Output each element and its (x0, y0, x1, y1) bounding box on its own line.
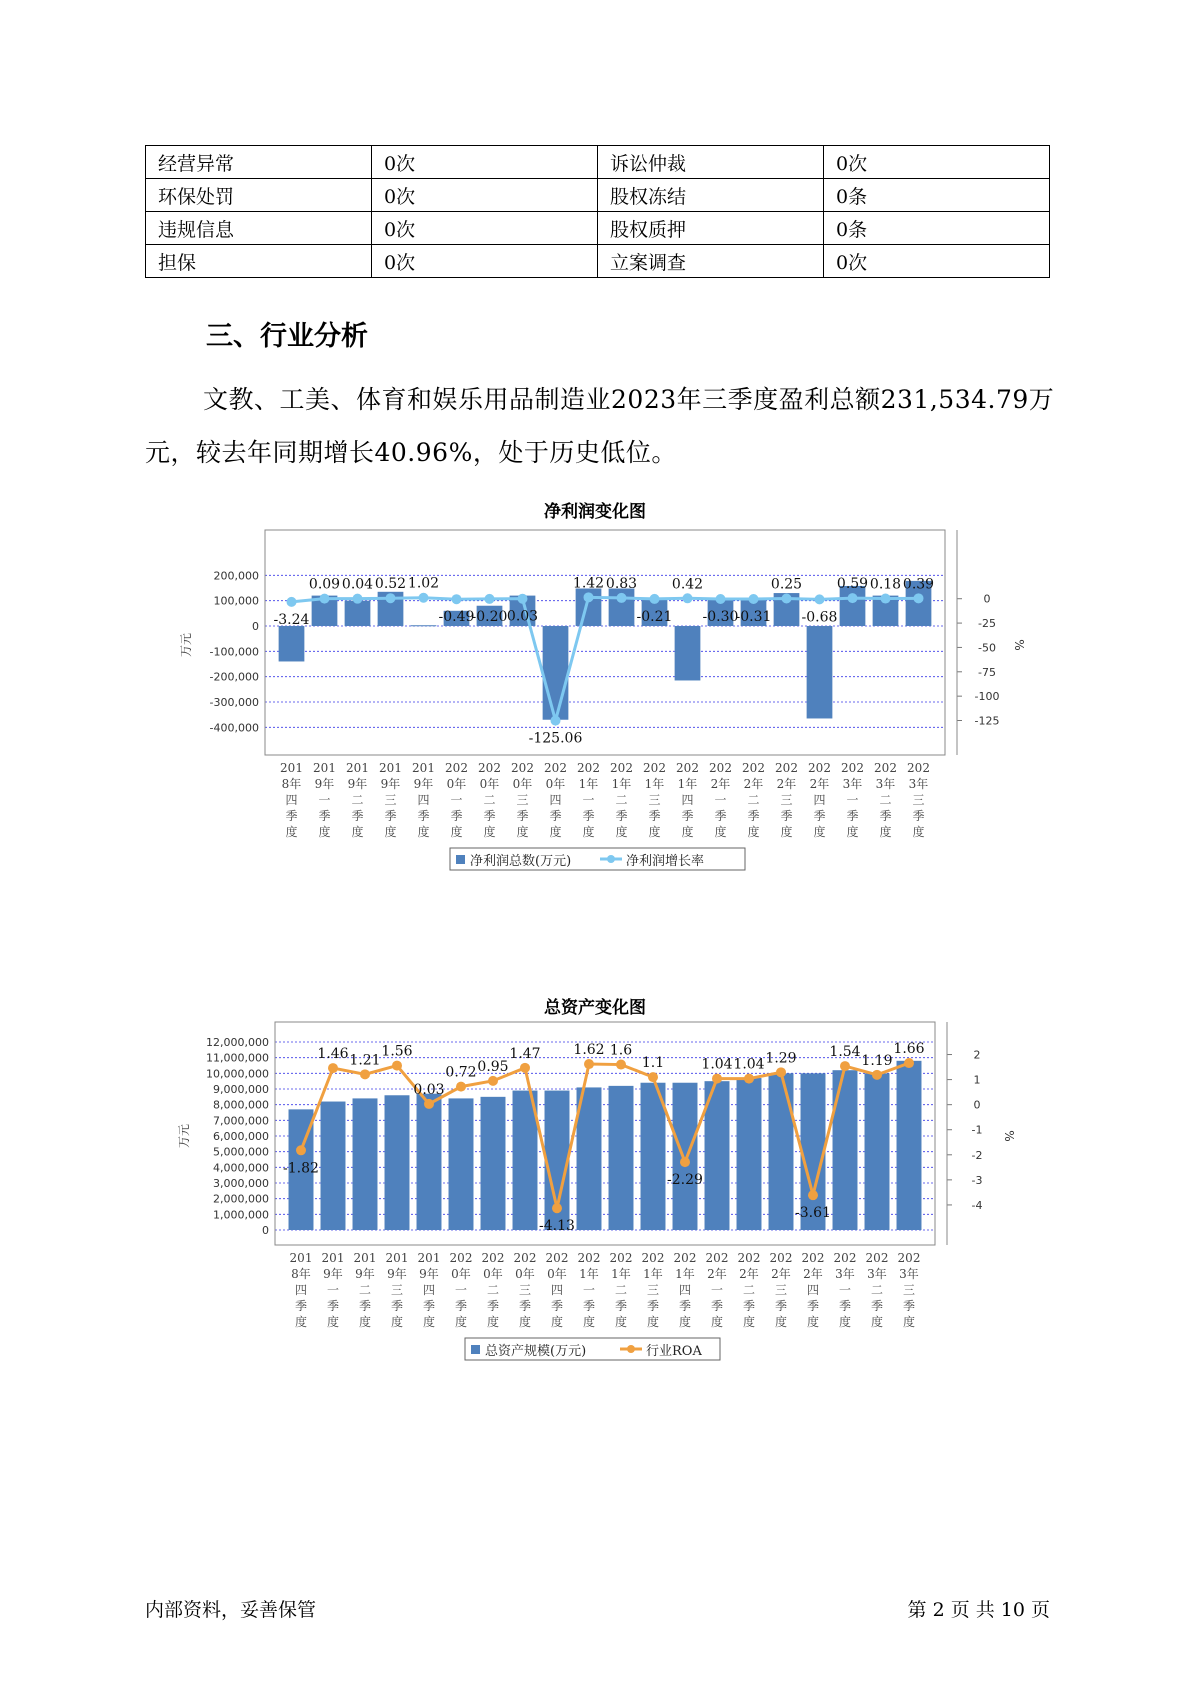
line-point (616, 1060, 626, 1070)
line-point (320, 594, 330, 604)
data-label: 0.52 (374, 576, 407, 593)
bar (345, 601, 371, 626)
data-label: 1.6 (609, 1042, 633, 1059)
y-tick-label: 4,000,000 (213, 1161, 269, 1175)
bar (675, 626, 701, 680)
data-label: 1.46 (317, 1046, 349, 1063)
net-profit-chart (170, 525, 1040, 945)
data-label: 0.42 (671, 576, 704, 593)
line-point (551, 716, 561, 726)
line-point (520, 1063, 530, 1073)
section-title: 三、行业分析 (206, 321, 368, 352)
y-tick-label: -100,000 (209, 645, 259, 659)
line-point (716, 594, 726, 604)
x-tick-label: 202 1年二季度 (609, 1251, 633, 1329)
bar (449, 1098, 474, 1230)
bar (769, 1073, 794, 1230)
y2-tick-label: -25 (978, 617, 996, 631)
x-tick-label: 202 2年一季度 (705, 1251, 729, 1329)
data-label: 0.18 (869, 576, 902, 593)
data-label: -1.82 (283, 1160, 319, 1177)
y-tick-label: 10,000,000 (206, 1067, 269, 1081)
y-tick-label: -200,000 (209, 670, 259, 684)
x-tick-label: 202 1年一季度 (577, 1251, 601, 1329)
line-point (680, 1157, 690, 1167)
data-label: 0.95 (477, 1058, 509, 1075)
y2-tick-label: -125 (974, 714, 1000, 728)
x-tick-label: 202 0年一季度 (445, 761, 468, 839)
x-tick-label: 202 1年一季度 (577, 761, 600, 839)
y2-tick-label: -50 (978, 641, 996, 655)
x-tick-label: 202 1年四季度 (676, 761, 699, 839)
x-tick-label: 202 0年三季度 (511, 761, 534, 839)
line-point (419, 593, 429, 603)
line-point (360, 1069, 370, 1079)
total-assets-chart (170, 1020, 1040, 1440)
y2-axis-label: % (1012, 639, 1026, 651)
data-label: -125.06 (528, 730, 583, 747)
x-tick-label: 202 3年二季度 (865, 1251, 889, 1329)
x-tick-label: 202 3年三季度 (907, 761, 930, 839)
bar (833, 1070, 858, 1230)
x-tick-label: 202 0年二季度 (481, 1251, 505, 1329)
line-point (749, 594, 759, 604)
y-tick-label: 8,000,000 (213, 1098, 269, 1112)
y2-tick-label: -4 (971, 1198, 983, 1212)
x-tick-label: 202 1年四季度 (673, 1251, 697, 1329)
y-tick-label: 12,000,000 (206, 1036, 269, 1049)
line-point (353, 594, 363, 604)
line-point (296, 1145, 306, 1155)
line-point (904, 1058, 914, 1068)
table-cell: 环保处罚 (146, 179, 372, 212)
y-tick-label: 200,000 (213, 569, 259, 583)
table-cell: 违规信息 (146, 212, 372, 245)
table-cell: 股权冻结 (598, 179, 824, 212)
bar (279, 626, 305, 661)
line-point (485, 594, 495, 604)
bar (641, 1083, 666, 1230)
y-tick-label: 100,000 (213, 594, 259, 608)
data-label: -0.68 (801, 609, 838, 626)
bar (321, 1102, 346, 1230)
bar (737, 1078, 762, 1230)
x-tick-label: 202 2年二季度 (737, 1251, 761, 1329)
y-tick-label: 0 (252, 620, 259, 633)
data-label: 1.47 (509, 1045, 541, 1062)
x-tick-label: 201 9年一季度 (313, 761, 336, 839)
legend-line-marker (627, 1345, 635, 1353)
line-point (328, 1063, 338, 1073)
y-tick-label: 5,000,000 (213, 1145, 269, 1159)
x-tick-label: 202 2年三季度 (769, 1251, 793, 1329)
y-tick-label: 9,000,000 (213, 1083, 269, 1096)
x-tick-label: 201 9年二季度 (353, 1251, 377, 1329)
table-cell: 0次 (372, 245, 598, 278)
table-cell: 0次 (372, 146, 598, 179)
line-point (518, 594, 528, 604)
x-tick-label: 202 3年二季度 (874, 761, 897, 839)
data-label: -0.30 (702, 609, 739, 626)
data-label: 0.04 (341, 576, 374, 593)
table-cell: 立案调查 (598, 245, 824, 278)
x-tick-label: 201 8年四季度 (280, 761, 303, 839)
bar (411, 625, 437, 626)
data-label: 0.39 (902, 576, 935, 593)
chart2-title: 总资产变化图 (544, 998, 646, 1018)
table-row (146, 146, 1050, 179)
line-point (840, 1061, 850, 1071)
data-label: 0.03 (506, 608, 539, 625)
x-tick-label: 202 0年一季度 (449, 1251, 473, 1329)
table-row (146, 245, 1050, 278)
line-point (881, 594, 891, 604)
legend-bar-swatch (456, 855, 465, 864)
footer-left: 内部资料，妥善保管 (145, 1599, 317, 1621)
table-row (146, 212, 1050, 245)
y-tick-label: -400,000 (209, 721, 259, 735)
data-label: 1.04 (701, 1056, 733, 1073)
footer-page-number: 第 2 页 共 10 页 (907, 1599, 1050, 1621)
y-tick-label: 11,000,000 (206, 1051, 269, 1065)
table-cell: 诉讼仲裁 (598, 146, 824, 179)
line-point (782, 593, 792, 603)
table-cell: 经营异常 (146, 146, 372, 179)
line-point (392, 1061, 402, 1071)
data-label: -0.31 (735, 609, 772, 626)
y-tick-label: 2,000,000 (213, 1192, 269, 1206)
legend-line-label: 净利润增长率 (626, 854, 705, 869)
data-label: -0.21 (636, 608, 673, 625)
data-label: -3.61 (795, 1205, 831, 1222)
y-tick-label: 3,000,000 (213, 1177, 269, 1190)
y-tick-label: 1,000,000 (213, 1208, 269, 1222)
data-label: 1.56 (381, 1043, 413, 1060)
line-point (488, 1076, 498, 1086)
x-tick-label: 201 9年二季度 (346, 761, 369, 839)
y-axis-label: 万元 (179, 632, 193, 658)
legend-line-marker (607, 855, 615, 863)
y-tick-label: 7,000,000 (213, 1114, 269, 1128)
data-label: 1.29 (765, 1050, 797, 1067)
table-cell: 0次 (824, 146, 1050, 179)
y2-axis-label: % (1002, 1130, 1016, 1142)
y2-tick-label: -2 (971, 1148, 983, 1162)
legend-bar-label: 净利润总数(万元) (470, 854, 572, 869)
line-point (584, 1059, 594, 1069)
data-label: 1.54 (829, 1044, 861, 1061)
x-tick-label: 202 2年三季度 (775, 761, 798, 839)
line-point (776, 1067, 786, 1077)
table-cell: 0条 (824, 179, 1050, 212)
x-tick-label: 202 2年四季度 (808, 761, 831, 839)
y-axis-label: 万元 (177, 1123, 191, 1149)
line-point (712, 1074, 722, 1084)
x-tick-label: 202 1年三季度 (643, 761, 666, 839)
line-point (456, 1082, 466, 1092)
data-label: -4.13 (539, 1218, 575, 1235)
x-tick-label: 202 0年四季度 (544, 761, 567, 839)
y2-tick-label: 0 (973, 1098, 981, 1112)
table-cell: 股权质押 (598, 212, 824, 245)
line-point (552, 1203, 562, 1213)
line-point (452, 594, 462, 604)
line-point (914, 593, 924, 603)
line-point (424, 1099, 434, 1109)
data-label: -3.24 (273, 611, 310, 628)
data-label: 1.42 (572, 575, 605, 592)
y2-tick-label: -3 (971, 1173, 983, 1187)
x-tick-label: 202 0年三季度 (513, 1251, 537, 1329)
risk-info-table (145, 145, 1050, 278)
y2-tick-label: 1 (973, 1073, 981, 1087)
x-tick-label: 201 9年三季度 (385, 1251, 409, 1329)
x-tick-label: 201 9年四季度 (412, 761, 435, 839)
y-tick-label: 0 (262, 1224, 269, 1237)
data-label: -2.29 (667, 1172, 703, 1189)
x-tick-label: 201 9年三季度 (379, 761, 402, 839)
line-point (815, 594, 825, 604)
data-label: 0.72 (445, 1064, 477, 1081)
data-label: 1.62 (573, 1042, 605, 1059)
table-cell: 0次 (372, 212, 598, 245)
data-label: -0.20 (471, 608, 508, 625)
legend-bar-label: 总资产规模(万元) (485, 1344, 587, 1359)
table-row (146, 179, 1050, 212)
table-cell: 0次 (824, 245, 1050, 278)
data-label: 0.25 (770, 576, 803, 593)
bar (609, 1086, 634, 1230)
line-point (744, 1074, 754, 1084)
data-label: 0.03 (413, 1081, 445, 1098)
x-tick-label: 202 1年二季度 (610, 761, 633, 839)
line-point (683, 593, 693, 603)
y2-tick-label: -100 (974, 690, 1000, 704)
bar (417, 1094, 442, 1230)
bar (353, 1098, 378, 1230)
bar (807, 626, 833, 718)
x-tick-label: 201 9年一季度 (321, 1251, 345, 1329)
x-tick-label: 201 8年四季度 (289, 1251, 313, 1329)
table-cell: 0条 (824, 212, 1050, 245)
chart1-title: 净利润变化图 (544, 502, 646, 522)
x-tick-label: 202 2年二季度 (742, 761, 765, 839)
x-tick-label: 202 3年三季度 (897, 1251, 921, 1329)
bar (897, 1061, 922, 1230)
bar (543, 626, 569, 720)
y2-tick-label: 2 (973, 1048, 981, 1062)
x-tick-label: 202 3年一季度 (841, 761, 864, 839)
data-label: 1.66 (893, 1041, 925, 1058)
x-tick-label: 202 2年一季度 (709, 761, 732, 839)
line-point (650, 594, 660, 604)
data-label: 0.83 (605, 575, 638, 592)
data-label: 0.59 (836, 576, 869, 593)
y2-tick-label: 0 (983, 592, 991, 606)
line-point (584, 592, 594, 602)
line-point (848, 593, 858, 603)
data-label: 1.19 (861, 1052, 893, 1069)
y2-tick-label: -1 (971, 1123, 983, 1137)
data-label: 1.02 (407, 575, 440, 592)
data-label: -0.49 (438, 609, 475, 626)
data-label: 0.09 (308, 576, 341, 593)
table-cell: 担保 (146, 245, 372, 278)
line-point (872, 1070, 882, 1080)
x-tick-label: 202 0年四季度 (545, 1251, 569, 1329)
bar (865, 1073, 890, 1230)
y-tick-label: -300,000 (209, 696, 259, 709)
line-point (648, 1072, 658, 1082)
table-cell: 0次 (372, 179, 598, 212)
y-tick-label: 6,000,000 (213, 1130, 269, 1143)
section-paragraph: 文教、工美、体育和娱乐用品制造业2023年三季度盈利总额231,534.79万元，较去年同期增长40.96%，处于历史低位。 (145, 385, 1055, 467)
data-label: 1.04 (733, 1056, 765, 1073)
line-point (287, 597, 297, 607)
data-label: 1.21 (349, 1052, 381, 1069)
legend-line-label: 行业ROA (646, 1344, 702, 1359)
line-point (808, 1190, 818, 1200)
x-tick-label: 202 3年一季度 (833, 1251, 857, 1329)
line-point (386, 593, 396, 603)
y2-tick-label: -75 (978, 665, 996, 679)
data-label: 1.1 (641, 1055, 665, 1072)
x-tick-label: 201 9年四季度 (417, 1251, 441, 1329)
x-tick-label: 202 0年二季度 (478, 761, 501, 839)
plot-frame (265, 530, 945, 755)
bar (385, 1095, 410, 1230)
x-tick-label: 202 2年四季度 (801, 1251, 825, 1329)
bar (481, 1097, 506, 1230)
line-point (617, 593, 627, 603)
bar (673, 1083, 698, 1230)
legend-bar-swatch (471, 1345, 480, 1354)
x-tick-label: 202 1年三季度 (641, 1251, 665, 1329)
